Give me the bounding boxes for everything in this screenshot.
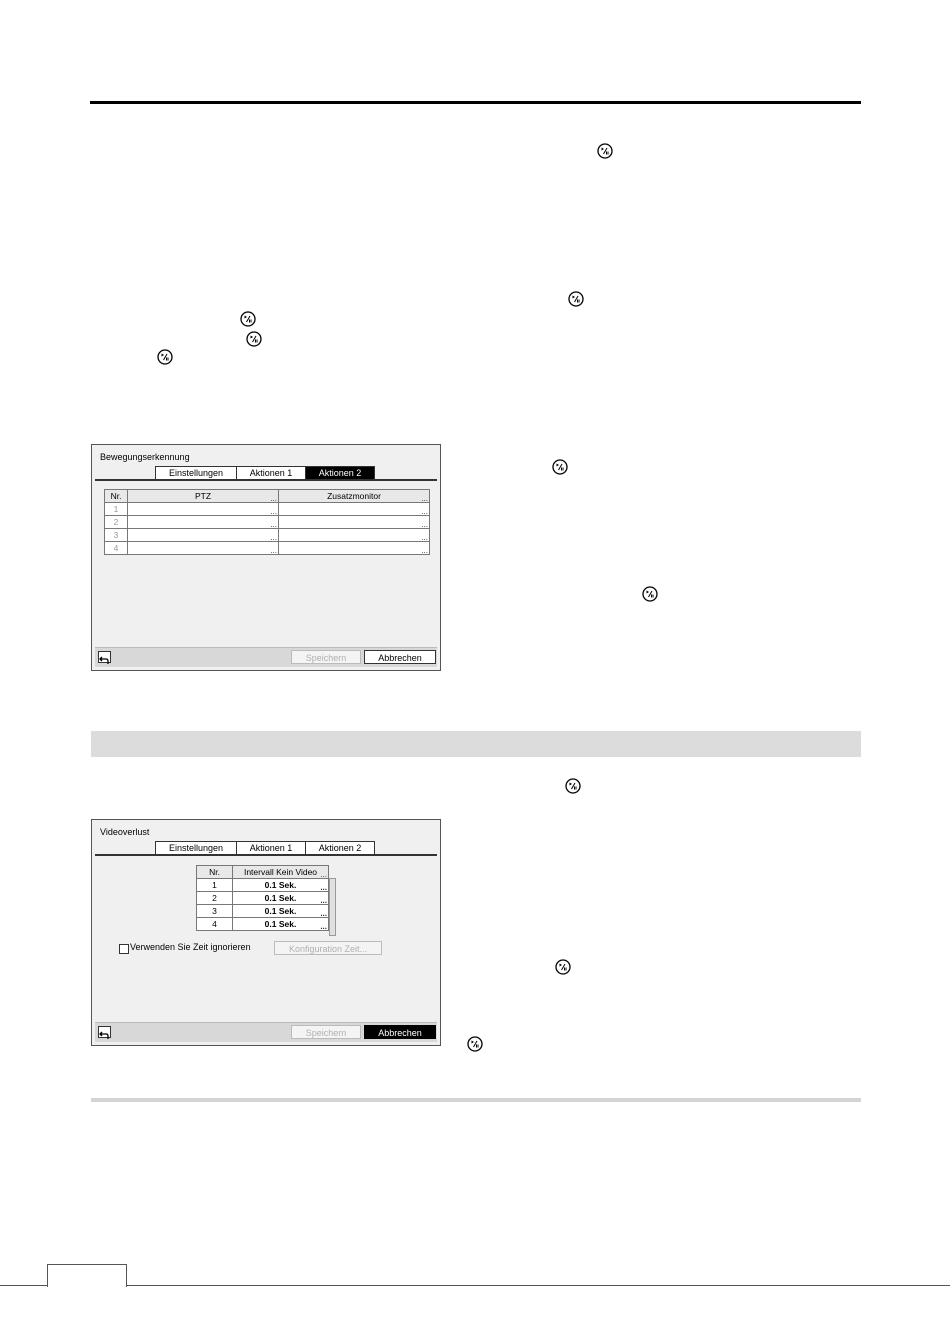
dialog-title: Bewegungserkennung: [100, 452, 190, 462]
dialog-footer: [95, 647, 437, 667]
column-header-nr: Nr.: [105, 490, 128, 503]
play-pause-icon: [555, 959, 571, 975]
interval-cell[interactable]: 0.1 Sek. ...: [233, 892, 329, 905]
row-number: 2: [105, 516, 128, 529]
dialog-footer: [95, 1022, 437, 1042]
tab-bar: [155, 841, 374, 854]
table-row[interactable]: [197, 905, 329, 918]
row-number: 2: [197, 892, 233, 905]
back-arrow-icon: [99, 655, 110, 665]
monitor-cell[interactable]: ...: [279, 503, 430, 516]
tab-aktionen-1[interactable]: Aktionen 1: [236, 841, 306, 854]
configure-time-button[interactable]: Konfiguration Zeit...: [274, 941, 382, 955]
table-header: [105, 490, 430, 503]
play-pause-icon: [467, 1036, 483, 1052]
page-number-tab: [47, 1264, 127, 1287]
save-button[interactable]: Speichern: [291, 1025, 361, 1039]
column-header-ptz: PTZ ...: [128, 490, 279, 503]
actions-table: [104, 489, 430, 555]
interval-cell[interactable]: 0.1 Sek. ...: [233, 905, 329, 918]
table-row[interactable]: [105, 503, 430, 516]
table-row[interactable]: [105, 516, 430, 529]
table-row[interactable]: [197, 879, 329, 892]
motion-detection-dialog: [91, 444, 441, 671]
row-number: 4: [105, 542, 128, 555]
table-row[interactable]: [105, 529, 430, 542]
table-row[interactable]: [197, 918, 329, 931]
tab-einstellungen[interactable]: Einstellungen: [155, 841, 237, 854]
play-pause-icon: [565, 778, 581, 794]
monitor-cell[interactable]: ...: [279, 529, 430, 542]
row-number: 4: [197, 918, 233, 931]
play-pause-icon: [597, 143, 613, 159]
video-loss-dialog: [91, 819, 441, 1046]
play-pause-icon: [552, 459, 568, 475]
ptz-cell[interactable]: ...: [128, 529, 279, 542]
back-button[interactable]: [98, 651, 111, 663]
table-row[interactable]: [197, 892, 329, 905]
tab-einstellungen[interactable]: Einstellungen: [155, 466, 237, 479]
tab-separator: [95, 479, 437, 481]
interval-cell[interactable]: 0.1 Sek. ...: [233, 918, 329, 931]
tab-bar: [155, 466, 374, 479]
save-button[interactable]: Speichern: [291, 650, 361, 664]
monitor-cell[interactable]: ...: [279, 516, 430, 529]
tab-aktionen-2[interactable]: Aktionen 2: [305, 841, 375, 854]
ptz-cell[interactable]: ...: [128, 542, 279, 555]
play-pause-icon: [246, 331, 262, 347]
column-header-nr: Nr.: [197, 866, 233, 879]
ignore-time-checkbox[interactable]: [119, 944, 129, 954]
column-header-interval: Intervall Kein Video ...: [233, 866, 329, 879]
back-button[interactable]: [98, 1026, 111, 1038]
monitor-cell[interactable]: ...: [279, 542, 430, 555]
row-number: 3: [105, 529, 128, 542]
play-pause-icon: [240, 311, 256, 327]
section-heading-bar: [91, 731, 861, 757]
tab-aktionen-1[interactable]: Aktionen 1: [236, 466, 306, 479]
tab-separator: [95, 854, 437, 856]
play-pause-icon: [642, 586, 658, 602]
ptz-cell[interactable]: ...: [128, 516, 279, 529]
play-pause-icon: [568, 291, 584, 307]
play-pause-icon: [157, 349, 173, 365]
dialog-title: Videoverlust: [100, 827, 150, 837]
back-arrow-icon: [99, 1030, 110, 1040]
interval-table: [196, 865, 329, 931]
row-number: 1: [197, 879, 233, 892]
row-number: 1: [105, 503, 128, 516]
row-number: 3: [197, 905, 233, 918]
ptz-cell[interactable]: ...: [128, 503, 279, 516]
top-rule: [90, 101, 861, 104]
table-row[interactable]: [105, 542, 430, 555]
cancel-button[interactable]: Abbrechen: [364, 1025, 436, 1039]
column-header-zusatzmonitor: Zusatzmonitor ...: [279, 490, 430, 503]
ignore-time-label: Verwenden Sie Zeit ignorieren: [130, 942, 251, 952]
footer-line: [0, 1285, 950, 1286]
tab-aktionen-2[interactable]: Aktionen 2: [305, 466, 375, 479]
table-scrollbar[interactable]: [329, 878, 336, 936]
cancel-button[interactable]: Abbrechen: [364, 650, 436, 664]
bottom-rule: [91, 1098, 861, 1102]
interval-cell[interactable]: 0.1 Sek. ...: [233, 879, 329, 892]
table-header: [197, 866, 329, 879]
